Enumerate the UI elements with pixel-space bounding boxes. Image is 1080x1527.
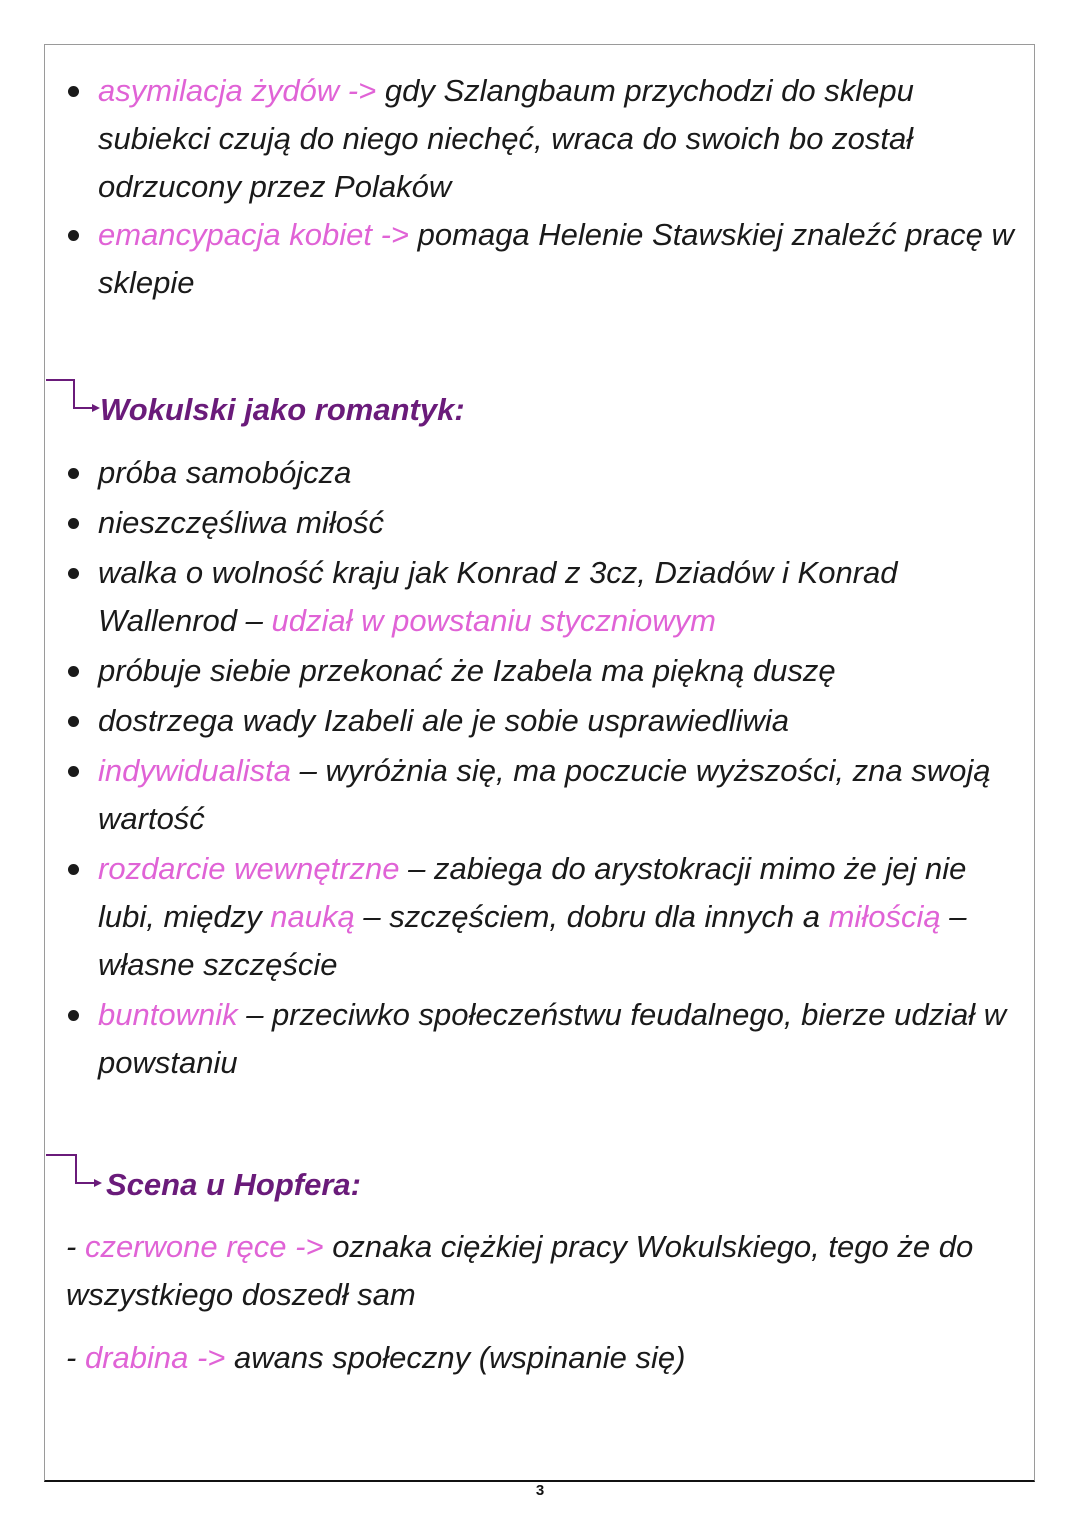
term-indywidualista: indywidualista: [98, 753, 291, 788]
list-item: [0, 747, 1080, 843]
item-text: – wyróżnia się, ma poczucie wyższości, zna swoją wartość: [98, 753, 991, 836]
bullet-icon: [68, 864, 79, 875]
list-item: [0, 499, 1080, 547]
item-text: – własne szczęście: [98, 899, 967, 982]
list-item: [0, 991, 1080, 1087]
list-romantyk: [0, 449, 1080, 1087]
heading-wokulski-romantyk: [46, 378, 546, 427]
item-text: walka o wolność kraju jak Konrad z 3cz, Dziadów i Konrad Wallenrod –: [98, 555, 898, 638]
term-drabina: drabina ->: [84, 1340, 226, 1375]
item-text: – zabiega do arystokracji mimo że jej nie lubi, między: [98, 851, 967, 934]
bullet-icon: [68, 716, 79, 727]
term-milosc: miłością: [828, 899, 941, 934]
bullet-icon: [68, 86, 79, 97]
term-emancypacja: emancypacja kobiet ->: [98, 217, 410, 252]
dash: -: [66, 1340, 85, 1375]
item-text: awans społeczny (wspinanie się): [225, 1340, 686, 1375]
item-text: gdy Szlangbaum przychodzi do sklepu subiekci czują do niego niechęć, wraca do swoich bo został odrzucony przez Polaków: [98, 73, 914, 204]
list-top: [0, 67, 1080, 307]
term-rozdarcie: rozdarcie wewnętrzne: [98, 851, 400, 886]
list-item: [0, 67, 1080, 211]
bullet-icon: [68, 766, 79, 777]
item-text: próbuje siebie przekonać że Izabela ma piękną duszę: [98, 653, 836, 688]
item-text: – przeciwko społeczeństwu feudalnego, bierze udział w powstaniu: [98, 997, 1007, 1080]
term-buntownik: buntownik: [98, 997, 238, 1032]
bullet-icon: [68, 468, 79, 479]
item-text: – szczęściem, dobru dla innych a: [354, 899, 829, 934]
item-text: pomaga Helenie Stawskiej znaleźć pracę w sklepie: [98, 217, 1014, 300]
list-item: [0, 449, 1080, 497]
bullet-icon: [68, 666, 79, 677]
dash: -: [66, 1229, 85, 1264]
list-item: [0, 647, 1080, 695]
list-item: [0, 697, 1080, 745]
bullet-icon: [68, 568, 79, 579]
scene-item: [66, 1334, 1026, 1382]
scene-item: [66, 1223, 1026, 1319]
arrow-turn-icon: [46, 1153, 106, 1193]
item-text: dostrzega wady Izabeli ale je sobie usprawiedliwia: [98, 703, 789, 738]
item-text: oznaka ciężkiej pracy Wokulskiego, tego że do wszystkiego doszedł sam: [66, 1229, 974, 1312]
bullet-icon: [68, 230, 79, 241]
term-nauka: nauką: [270, 899, 355, 934]
item-text: nieszczęśliwa miłość: [98, 505, 384, 540]
heading-scena-hopfera: [46, 1153, 546, 1202]
term-czerwone-rece: czerwone ręce ->: [84, 1229, 324, 1264]
arrow-turn-icon: [46, 378, 106, 418]
term-asymilacja: asymilacja żydów ->: [98, 73, 377, 108]
page-number: 3: [535, 1482, 545, 1499]
list-item: [0, 845, 1080, 989]
list-item: [0, 549, 1080, 645]
heading-text: Wokulski jako romantyk:: [100, 392, 465, 427]
item-text: próba samobójcza: [98, 455, 352, 490]
term-powstanie: udział w powstaniu styczniowym: [271, 603, 716, 638]
list-item: [0, 211, 1080, 307]
bullet-icon: [68, 518, 79, 529]
bullet-icon: [68, 1010, 79, 1021]
heading-text: Scena u Hopfera:: [106, 1167, 361, 1202]
